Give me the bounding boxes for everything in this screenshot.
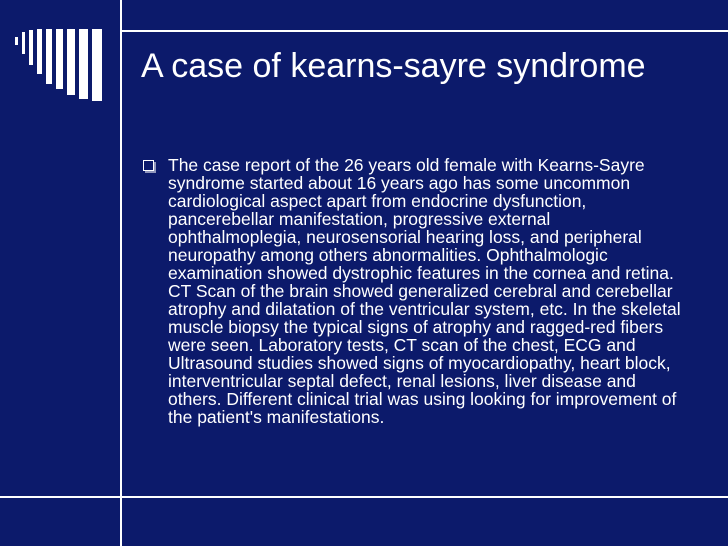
bottom-divider-line <box>0 496 728 498</box>
top-divider-line <box>120 30 728 32</box>
decorative-bars-icon <box>15 27 115 103</box>
bullet-text: The case report of the 26 years old female with Kearns-Sayre syndrome started about 16 years ago has some uncommon cardiological aspect apart from endocrine dysfunction, pancerebellar manifestation, progressive external ophthalmoplegia, neurosensorial hearing loss, and peripheral neuropathy among others abnormalities. Ophthalmologic examination showed dystrophic features in the cornea and retina. CT Scan of the brain showed generalized cerebral and cerebellar atrophy and dilatation of the ventricular system, etc. In the skeletal muscle biopsy the typical signs of atrophy and ragged-red fibers were seen. Laboratory tests, CT scan of the chest, ECG and Ultrasound studies showed signs of myocardiopathy, heart block, interventricular septal defect, renal lesions, liver disease and others. Different clinical trial was using looking for improvement of the patient's manifestations. <box>168 155 681 427</box>
hollow-square-bullet-icon <box>143 160 154 171</box>
slide-title: A case of kearns-sayre syndrome <box>141 47 646 85</box>
left-divider-line <box>120 0 122 546</box>
